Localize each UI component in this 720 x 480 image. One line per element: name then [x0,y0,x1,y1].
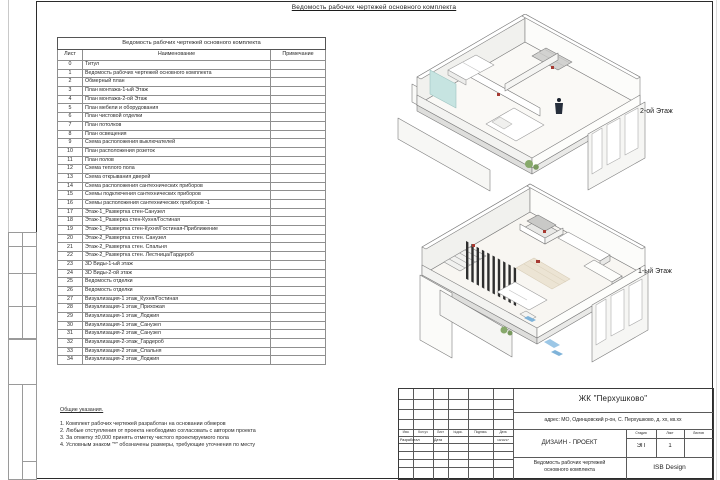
sheet-label: Лист [666,431,674,435]
notes-list [60,421,360,449]
note-item: 1. Комплект рабочих чертежей разработан на основании обмеров [60,421,226,427]
sheet-name-line2: основного комплекта [544,467,595,473]
table-row: 8 План освещения [58,130,326,139]
rev-header-cell: Лист [437,430,444,434]
project-address: адрес: МО, Одинцовский р-он, С. Перхушково, д. хх, кв.хх [544,417,682,423]
table-row: 18 Этаж-1_Разверка стен-Кухня/Гостиная [58,217,326,226]
table-row: 10 План расположения розеток [58,147,326,156]
general-notes [60,407,360,449]
floor2-label: 2-ой Этаж [640,108,673,115]
developer-label: Разработал [400,437,420,442]
table-row: 20 Этаж-2_Развертка стен. Санузел [58,234,326,243]
notes-heading: Общие указания. [60,407,104,413]
table-row: 0 Титул [58,61,326,70]
doc-type: ДИЗАЙН - ПРОЕКТ [541,439,598,446]
table-row: 19 Этаж-1_Развертка стен-Кухня/Гостиная-Приближение [58,226,326,235]
date-value: 10/10/17 [497,438,509,442]
table-row: 9 Схема расположения выключателей [58,139,326,148]
stage-value: ЭП [636,443,646,449]
table-row: 22 Этаж-2_Развертка стен. Лестница/Гардероб [58,252,326,261]
margin-stamp-lower [8,338,37,480]
axon-floor-1 [420,184,648,362]
rev-header-cell: №док. [453,430,463,434]
rev-header-cell: Дата [499,430,507,434]
note-item: 4. Условным знаком "*" обозначены размеры, требующие уточнения по месту [60,442,256,448]
table-row: 27 Визуализация-1 этаж_Кухня/Гостиная [58,295,326,304]
table-row: 3 План монтажа-1-ый Этаж [58,87,326,96]
drawing-list-body [58,61,326,365]
col-header-note: Примечание [271,50,326,61]
table-row: 23 3D Виды-1-ый этаж [58,260,326,269]
note-item: 2. Любые отступления от проекта необходимо согласовать с автором проекта [60,428,256,434]
sheet-value: 1 [668,443,672,449]
project-name: ЖК "Перхушково" [578,394,648,403]
title-block [398,388,714,480]
table-row: 30 Визуализация-1 этаж_Санузел [58,321,326,330]
rev-header-cell: Подпись [474,430,487,434]
table-row: 14 Схема расположения сантехнических приборов [58,182,326,191]
table-row: 1 Ведомость рабочих чертежей основного комплекта [58,69,326,78]
table-row: 31 Визуализация-2 этаж_Санузел [58,330,326,339]
table-row: 29 Визуализация-1 этаж_Лоджия [58,312,326,321]
note-item: 3. За отметку ±0,000 принять отметку чистого проектируемого пола [60,435,229,441]
floor1-label: 1-ый Этаж [638,268,672,275]
table-row: 4 План монтажа-2-ой Этаж [58,95,326,104]
table-row: 28 Визуализация-1 этаж_Прихожая [58,304,326,313]
table-row: 32 Визуализация-2-этаж_Гардероб [58,339,326,348]
margin-stamp-upper [8,232,37,340]
table-row: 2 Обмерный план [58,78,326,87]
rev-header-cell: Изм. [402,430,410,434]
table-row: 12 Схема теплого пола [58,165,326,174]
table-row: 25 Ведомость отделки [58,278,326,287]
col-header-name: Наименование [83,50,271,61]
table-row: 16 Схемы расположения сантехнических приборов -1 [58,200,326,209]
table-row: 7 План потолков [58,121,326,130]
drawing-list-title: Ведомость рабочих чертежей основного комплекта [58,38,326,50]
table-row: 26 Ведомость отделки [58,286,326,295]
table-row: 13 Схема открывания дверей [58,173,326,182]
developer-value: Дата [434,437,442,442]
stage-label: Стадия [635,431,647,435]
table-row: 11 План полов [58,156,326,165]
table-row: 6 План чистовой отделки [58,113,326,122]
axon-floor-2 [398,14,645,191]
company-name: ISB Design [653,464,686,471]
drawing-list-table [57,37,326,365]
table-row: 34 Визуализация-2 этаж_Лоджия [58,356,326,365]
sheet-name-line1: Ведомость рабочих чертежей [533,460,606,466]
sheet-top-title: Ведомость рабочих чертежей основного комплекта [291,4,457,11]
table-row: 17 Этаж-1_Развертка стен-Санузел [58,208,326,217]
sheets-label: Листов [693,431,704,435]
table-row: 15 Схемы подключения сантехнических приборов [58,191,326,200]
rev-header-cell: Кол.уч [418,430,428,434]
table-row: 5 План мебели и оборудования [58,104,326,113]
table-row: 21 Этаж-2_Развертка стен. Спальня [58,243,326,252]
table-row: 24 3D Виды-2-ой этаж [58,269,326,278]
col-header-sheet: Лист [58,50,83,61]
axonometric-views [380,14,720,382]
table-row: 33 Визуализация-2 этаж_Спальня [58,347,326,356]
